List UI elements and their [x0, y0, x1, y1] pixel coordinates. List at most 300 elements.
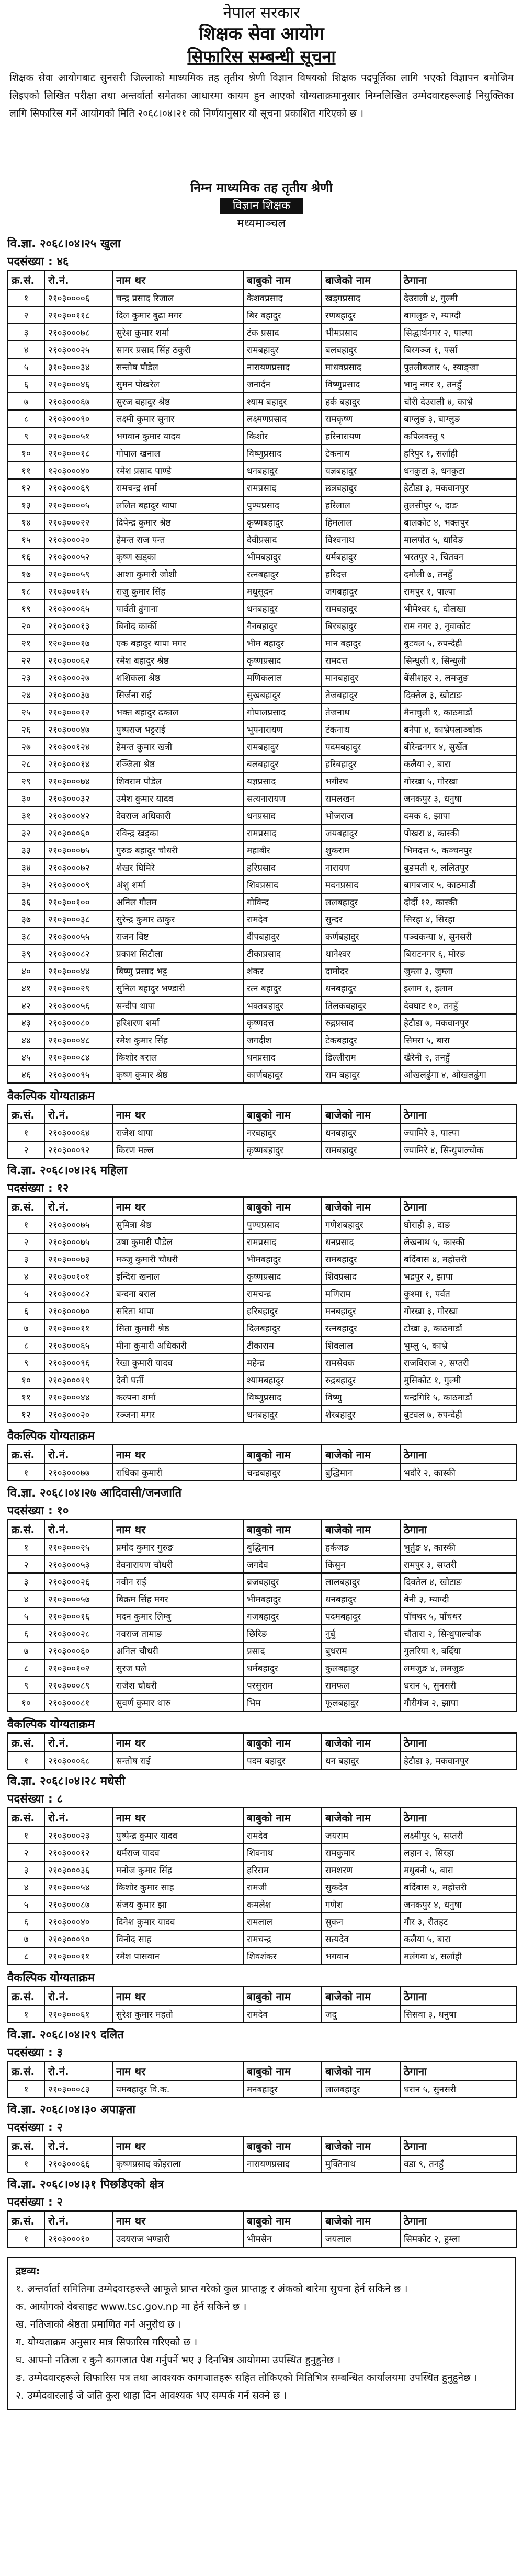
table-cell: ३५ — [8, 876, 44, 893]
table-cell: कृष्णबहादुर — [243, 514, 322, 531]
table-row — [8, 427, 516, 444]
result-sections — [7, 236, 516, 2248]
table-cell: गुरुङ बहादुर चौधरी — [112, 841, 243, 859]
table-row — [8, 997, 516, 1014]
table-cell: २१०३००१०० — [44, 893, 112, 910]
table-row — [8, 669, 516, 686]
table-cell: लमजुङ ४, लमजुङ — [400, 1659, 516, 1677]
table-cell: थानेश्वर — [322, 945, 400, 962]
table-cell: रञ्जना मगर — [112, 1406, 243, 1423]
table-row — [8, 375, 516, 393]
table-cell: यमबहादुर वि.क. — [112, 2080, 243, 2098]
column-header: क्र.सं. — [8, 1197, 44, 1216]
table-cell: टीकाराम — [243, 1337, 322, 1354]
table-cell: २१०३०००१३ — [44, 617, 112, 634]
table-cell: बीरेन्द्रनगर ४, सुर्खेत — [400, 738, 516, 755]
table-cell: २१०३००१०१ — [44, 1268, 112, 1285]
table-cell: सिता कुमारी श्रेष्ठ — [112, 1319, 243, 1337]
table-cell: २१०३०००२० — [44, 531, 112, 548]
table-cell: दमौली ७, तनहुँ — [400, 565, 516, 583]
table-cell: सिरहा ४, सिरहा — [400, 910, 516, 928]
table-row — [8, 979, 516, 997]
table-cell: २१०३०००७५ — [44, 841, 112, 859]
table-cell: २१०३०००१९ — [44, 1371, 112, 1388]
column-header: रो.नं. — [44, 1105, 112, 1124]
table-cell: ३ — [8, 1250, 44, 1268]
table-cell: रामबहादुर — [322, 600, 400, 617]
table-row — [8, 945, 516, 962]
column-header: नाम थर — [112, 1987, 243, 2005]
table-cell: ६ — [8, 375, 44, 393]
table-cell: सागर प्रसाद सिंह ठकुरी — [112, 341, 243, 358]
table-cell: नैनबहादुर — [243, 617, 322, 634]
table-cell: २१०३०००६१ — [44, 2005, 112, 2023]
table-cell: १ — [8, 2005, 44, 2023]
table-cell: धर्मबहादुर — [243, 1659, 322, 1677]
column-header: रो.नं. — [44, 1520, 112, 1538]
table-cell: पुण्यप्रसाद — [243, 496, 322, 514]
table-cell: पदम बहादुर — [243, 1752, 322, 1769]
table-row — [8, 1031, 516, 1048]
section-title: वि.ज्ञा. २०६८।०४।२८ मधेसी — [7, 1775, 126, 1788]
table-cell: भुम्लु ५, काभ्रे — [400, 1337, 516, 1354]
table-row — [8, 910, 516, 928]
table-cell: किशोर — [243, 427, 322, 444]
table-cell: ३ — [8, 1573, 44, 1590]
table-cell: सुरेश कुमार शर्मा — [112, 324, 243, 341]
table-cell: २१०३०००१२ — [44, 1844, 112, 1861]
table-cell: ९ — [8, 427, 44, 444]
table-cell: भीमबहादुर — [243, 1250, 322, 1268]
section-title: वि.ज्ञा. २०६८।०४।३१ पिछडिएको क्षेत्र — [7, 2178, 164, 2191]
table-cell: पुतलीबजार ५, स्याङ्जा — [400, 358, 516, 375]
table-cell: परसुराम — [243, 1677, 322, 1694]
table-cell: कलैया २, बारा — [400, 755, 516, 772]
table-cell: ३८ — [8, 928, 44, 945]
table-cell: विनोद साह — [112, 1930, 243, 1947]
table-cell: विष्णु — [322, 1388, 400, 1406]
table-cell: २१०३००११८ — [44, 306, 112, 324]
table-cell: धरान ५, सुनसरी — [400, 2080, 516, 2098]
table-cell: ४३ — [8, 1014, 44, 1031]
table-cell: बनेपा ४, काभ्रेपलाञ्चोक — [400, 721, 516, 738]
result-table — [7, 2061, 517, 2098]
table-cell: चन्द्र प्रसाद रिजाल — [112, 289, 243, 306]
table-cell: मञ्जु कुमारी चौधरी — [112, 1250, 243, 1268]
result-table — [7, 1519, 517, 1712]
table-cell: गजबहादुर — [243, 1608, 322, 1625]
table-cell: २१०३०००४४ — [44, 962, 112, 979]
table-cell: हर्क बहादुर — [322, 393, 400, 410]
post-count: पदसंख्या : ३ — [7, 2046, 63, 2059]
column-header: क्र.सं. — [8, 1520, 44, 1538]
table-cell: भानु नगर १, तनहुँ — [400, 375, 516, 393]
table-header-row — [8, 1105, 516, 1124]
table-cell: २१०३०००१० — [44, 2230, 112, 2247]
table-cell: ८ — [8, 1947, 44, 1965]
table-cell: २१०३०००१४ — [44, 755, 112, 772]
table-row — [8, 703, 516, 721]
column-header: बाबुको नाम — [243, 2061, 322, 2080]
table-cell: २१०३०००२३ — [44, 1827, 112, 1844]
table-cell: गुलरिया १, बर्दिया — [400, 1642, 516, 1659]
table-row — [8, 686, 516, 703]
note-line: ग. योग्यताक्रम अनुसार मात्र सिफारिस गरिएको छ । — [16, 2336, 198, 2348]
table-cell: पञ्चकन्या ४, सुनसरी — [400, 928, 516, 945]
table-cell: कपिलवस्तु ९ — [400, 427, 516, 444]
note-line: घ. आफ्नो नतिजा र कुनै कागजात पेश गर्नुपर्ने भए ३ दिनभित्र आयोगमा उपस्थित हुनुहुनेछ । — [16, 2354, 341, 2366]
table-cell: २१०३०००२५ — [44, 1538, 112, 1556]
table-cell: शिवप्रसाद — [243, 876, 322, 893]
table-cell: चन्द्रबहादुर — [243, 1464, 322, 1481]
table-cell: रामलखन — [322, 790, 400, 807]
table-cell: भगीरथ — [322, 772, 400, 790]
table-row — [8, 306, 516, 324]
table-cell: २५ — [8, 703, 44, 721]
alternate-list-title: वैकल्पिक योग्यताक्रम — [7, 1090, 95, 1103]
table-cell: ४६ — [8, 1066, 44, 1083]
table-cell: २१०३०००३७ — [44, 686, 112, 703]
table-cell: २१०३०००५३ — [44, 1556, 112, 1573]
table-cell: विष्णुप्रसाद — [243, 444, 322, 462]
table-cell: कल्पना शर्मा — [112, 1388, 243, 1406]
table-cell: २१०३०००७७ — [44, 1464, 112, 1481]
table-cell: देवी घर्ती — [112, 1371, 243, 1388]
table-cell: सुखबहादुर — [243, 686, 322, 703]
table-cell: कमलेश — [243, 1896, 322, 1913]
table-cell: २१०३००१०२ — [44, 1659, 112, 1677]
table-row — [8, 289, 516, 306]
table-row — [8, 1844, 516, 1861]
table-cell: २१०३०००८४ — [44, 1048, 112, 1066]
table-cell: ५ — [8, 1608, 44, 1625]
table-cell: २७ — [8, 738, 44, 755]
table-cell: भद्रपुर २, झापा — [400, 1268, 516, 1285]
column-header: नाम थर — [112, 2136, 243, 2155]
table-cell: २१०३०००२८ — [44, 1625, 112, 1642]
table-cell: रमेश कुमार सिंह — [112, 1031, 243, 1048]
table-cell: मैनाचुली १, काठमाडौं — [400, 703, 516, 721]
column-header: बाबुको नाम — [243, 1808, 322, 1827]
table-cell: गोपाल खनाल — [112, 444, 243, 462]
table-cell: १९ — [8, 600, 44, 617]
table-cell: हरिराम — [243, 1861, 322, 1878]
table-cell: छत्रबहादुर — [322, 479, 400, 496]
table-cell: मदन कुमार लिम्बु — [112, 1608, 243, 1625]
table-cell: ललबहादुर — [322, 893, 400, 910]
result-table — [7, 1807, 517, 1965]
table-header-row — [8, 1808, 516, 1827]
column-header: क्र.सं. — [8, 1733, 44, 1752]
table-cell: दिलबहादुर — [243, 1319, 322, 1337]
table-cell: सत्यनारायण — [243, 790, 322, 807]
table-cell: बिष्णु प्रसाद भट्ट — [112, 962, 243, 979]
table-row — [8, 1319, 516, 1337]
table-cell: ३४ — [8, 859, 44, 876]
alternate-table — [7, 1732, 517, 1770]
column-header: ठेगाना — [400, 2211, 516, 2230]
table-cell: २१०३०००५५ — [44, 928, 112, 945]
table-cell: सत्यदेव — [322, 1930, 400, 1947]
table-header-row — [8, 2211, 516, 2230]
table-cell: हरिबहादुर — [243, 1302, 322, 1319]
column-header: बाजेको नाम — [322, 1445, 400, 1464]
table-cell: २१०३०००२९ — [44, 979, 112, 997]
table-cell: प्रमोद कुमार गुरुङ — [112, 1538, 243, 1556]
table-cell: २१०३०००९६ — [44, 1354, 112, 1371]
column-header: नाम थर — [112, 1520, 243, 1538]
table-cell: खड्गप्रसाद — [322, 289, 400, 306]
table-cell: रमेश प्रसाद पाण्डे — [112, 462, 243, 479]
table-cell: २२ — [8, 652, 44, 669]
table-cell: श्यामबहादुर — [243, 1371, 322, 1388]
column-header: बाजेको नाम — [322, 2136, 400, 2155]
table-cell: मणिराम — [322, 1285, 400, 1302]
table-cell: २१०३०००३६ — [44, 1861, 112, 1878]
table-cell: कलैया ५, बारा — [400, 1930, 516, 1947]
table-cell: २१०३०००२२ — [44, 514, 112, 531]
table-cell: ३ — [8, 324, 44, 341]
table-cell: १२ — [8, 1406, 44, 1423]
table-cell: रणबहादुर — [322, 306, 400, 324]
table-cell: रामदेव — [243, 910, 322, 928]
table-cell: २१०३०००५९ — [44, 565, 112, 583]
table-cell: २१०३००००६ — [44, 289, 112, 306]
table-cell: हरिनारायण — [322, 427, 400, 444]
table-cell: शिवराम पौडेल — [112, 772, 243, 790]
table-cell: दिक्तेल ३, खोटाङ — [400, 686, 516, 703]
table-row — [8, 652, 516, 669]
table-header-row — [8, 1445, 516, 1464]
table-cell: २१०३०००११ — [44, 1947, 112, 1965]
table-row — [8, 1337, 516, 1354]
table-cell: संजय कुमार झा — [112, 1896, 243, 1913]
table-cell: धनबहादुर — [243, 462, 322, 479]
notice-page — [7, 0, 516, 2410]
table-cell: १६ — [8, 548, 44, 565]
table-cell: रामजी — [243, 1878, 322, 1896]
table-cell: महेन्द्र — [243, 1354, 322, 1371]
table-cell: रामचन्द्र शर्मा — [112, 479, 243, 496]
table-cell: २४ — [8, 686, 44, 703]
table-cell: २१०३०००९५ — [44, 1066, 112, 1083]
table-cell: १ — [8, 2230, 44, 2247]
table-cell: बन्दना बराल — [112, 1285, 243, 1302]
table-cell: राधिका कुमारी — [112, 1464, 243, 1481]
table-cell: ४४ — [8, 1031, 44, 1048]
column-header: बाजेको नाम — [322, 1105, 400, 1124]
table-cell: सुकदेव — [322, 1878, 400, 1896]
table-cell: पुष्पराज भट्टराई — [112, 721, 243, 738]
table-row — [8, 807, 516, 824]
table-row — [8, 1268, 516, 1285]
result-table — [7, 2210, 517, 2248]
table-cell: ३६ — [8, 893, 44, 910]
column-header: क्र.सं. — [8, 1987, 44, 2005]
table-cell: जयराम — [322, 1827, 400, 1844]
column-header: नाम थर — [112, 1808, 243, 1827]
table-cell: सुरज घले — [112, 1659, 243, 1677]
column-header: ठेगाना — [400, 1445, 516, 1464]
table-cell: २१०३०००६५ — [44, 1337, 112, 1354]
table-cell: २६ — [8, 721, 44, 738]
table-cell: दिक्तेल ४, खोटाङ — [400, 1573, 516, 1590]
table-cell: हिमलाल — [322, 514, 400, 531]
table-cell: देवराज अधिकारी — [112, 807, 243, 824]
table-cell: महाबीर — [243, 841, 322, 859]
table-cell: भदौरे २, कास्की — [400, 1464, 516, 1481]
table-row — [8, 634, 516, 652]
column-header: ठेगाना — [400, 1808, 516, 1827]
table-row — [8, 1752, 516, 1769]
table-cell: शिवलाल — [322, 1337, 400, 1354]
table-cell: ३३ — [8, 841, 44, 859]
table-cell: ३७ — [8, 910, 44, 928]
table-cell: डिल्लीराम — [322, 1048, 400, 1066]
table-row — [8, 548, 516, 565]
table-cell: २१०३०००४२ — [44, 807, 112, 824]
table-cell: धन बहादुर — [322, 1752, 400, 1769]
table-cell: रामदेव — [243, 1827, 322, 1844]
table-cell: बेनी ३, म्याग्दी — [400, 1590, 516, 1608]
table-cell: १० — [8, 1694, 44, 1711]
column-header: नाम थर — [112, 270, 243, 289]
table-row — [8, 1694, 516, 1711]
table-cell: गोपालप्रसाद — [243, 703, 322, 721]
table-cell: यज्ञबहादुर — [322, 462, 400, 479]
table-cell: भुर्तुङ ४, कास्की — [400, 1538, 516, 1556]
table-cell: २१०३०००५४ — [44, 1878, 112, 1896]
table-cell: कृष्णदत्त — [243, 1014, 322, 1031]
table-cell: १२०३०००४० — [44, 462, 112, 479]
table-cell: मनोज कुमार सिंह — [112, 1861, 243, 1878]
table-row — [8, 1285, 516, 1302]
table-cell: भोजराज — [322, 807, 400, 824]
table-row — [8, 1014, 516, 1031]
table-cell: बर्दिबास २, महोत्तरी — [400, 1878, 516, 1896]
table-cell: ११ — [8, 1388, 44, 1406]
table-row — [8, 1677, 516, 1694]
table-cell: राजु कुमार सिंह — [112, 583, 243, 600]
table-cell: २१०३०००७० — [44, 1302, 112, 1319]
table-cell: प्रकाश सिटौला — [112, 945, 243, 962]
table-cell: रामप्रसाद — [243, 1233, 322, 1250]
table-cell: २१०३०००७५ — [44, 1216, 112, 1233]
table-cell: १७ — [8, 565, 44, 583]
table-cell: ब्रजबहादुर — [243, 1573, 322, 1590]
table-cell: इलाम १, इलाम — [400, 979, 516, 997]
table-cell: सन्तोष पौडेल — [112, 358, 243, 375]
table-cell: भीमबहादुर — [243, 1590, 322, 1608]
table-cell: सिद्धार्थनगर २, पाल्पा — [400, 324, 516, 341]
table-cell: कृष्णप्रसाद — [243, 652, 322, 669]
column-header: रो.नं. — [44, 2211, 112, 2230]
table-cell: कृष्णबहादुर — [243, 1141, 322, 1158]
table-cell: रामबहादुर — [243, 738, 322, 755]
table-row — [8, 1388, 516, 1406]
table-cell: धर्मबहादुर — [322, 548, 400, 565]
table-cell: बेंसीशहर २, लमजुङ — [400, 669, 516, 686]
table-cell: २१०३०००८० — [44, 1014, 112, 1031]
table-cell: बिक्रम सिंह मगर — [112, 1590, 243, 1608]
table-cell: १ — [8, 1464, 44, 1481]
table-cell: सुकन — [322, 1913, 400, 1930]
table-cell: धरान ५, सुनसरी — [400, 1677, 516, 1694]
table-cell: रुद्रबहादुर — [322, 1371, 400, 1388]
table-cell: २१०३००००५ — [44, 496, 112, 514]
table-cell: रमेश पासवान — [112, 1947, 243, 1965]
table-cell: चौतारा २, सिन्धुपाल्चोक — [400, 1625, 516, 1642]
table-cell: ११ — [8, 462, 44, 479]
table-cell: ज्यामिरे ३, पाल्पा — [400, 1124, 516, 1141]
result-table — [7, 2136, 517, 2173]
table-cell: लहान २, सिरहा — [400, 1844, 516, 1861]
column-header: क्र.सं. — [8, 2061, 44, 2080]
table-cell: फूलबहादुर — [322, 1694, 400, 1711]
table-cell: २ — [8, 1141, 44, 1158]
table-cell: धनबहादुर — [322, 979, 400, 997]
table-cell: २१०३०००४७ — [44, 721, 112, 738]
level-heading: निम्न माध्यमिक तह तृतीय श्रेणी — [190, 180, 333, 195]
table-cell: नारायणप्रसाद — [243, 358, 322, 375]
table-cell: ७ — [8, 1930, 44, 1947]
table-cell: रुद्रप्रसाद — [322, 1014, 400, 1031]
table-cell: २१०३०००२५ — [44, 341, 112, 358]
table-row — [8, 600, 516, 617]
table-cell: २१०३०००२७ — [44, 669, 112, 686]
column-header: ठेगाना — [400, 2136, 516, 2155]
table-header-row — [8, 1520, 516, 1538]
table-cell: मालपोत ५, धादिङ — [400, 531, 516, 548]
commission-name: शिक्षक सेवा आयोग — [199, 24, 324, 44]
column-header: ठेगाना — [400, 2061, 516, 2080]
table-cell: लालबहादुर — [322, 1573, 400, 1590]
table-cell: ९ — [8, 1354, 44, 1371]
table-cell: रामपुर १, पाल्पा — [400, 583, 516, 600]
column-header: बाबुको नाम — [243, 2211, 322, 2230]
table-cell: २१ — [8, 634, 44, 652]
table-row — [8, 1302, 516, 1319]
table-cell: दोर्दी १२, कास्की — [400, 893, 516, 910]
table-cell: खैरेनी २, तनहुँ — [400, 1048, 516, 1066]
alternate-list-title: वैकल्पिक योग्यताक्रम — [7, 1430, 95, 1443]
table-cell: रमेश बहादुर श्रेष्ठ — [112, 652, 243, 669]
table-row — [8, 772, 516, 790]
table-cell: १५ — [8, 531, 44, 548]
table-row — [8, 928, 516, 945]
alternate-table — [7, 1444, 517, 1481]
government-name: नेपाल सरकार — [223, 4, 300, 22]
table-row — [8, 841, 516, 859]
table-cell: चन्द्रगिरि ५, काठमाडौं — [400, 1388, 516, 1406]
post-count: पदसंख्या : ४६ — [7, 255, 69, 268]
column-header: नाम थर — [112, 1197, 243, 1216]
table-cell: माधवप्रसाद — [322, 358, 400, 375]
table-row — [8, 1861, 516, 1878]
table-header-row — [8, 270, 516, 289]
table-cell: १ — [8, 1538, 44, 1556]
table-cell: ओखलढुंगा ४, ओखलढुंगा — [400, 1066, 516, 1083]
table-cell: रविन्द्र खड्का — [112, 824, 243, 841]
table-cell: हरिदत्त — [322, 565, 400, 583]
column-header: नाम थर — [112, 2211, 243, 2230]
result-table — [7, 1196, 517, 1423]
table-cell: हरिबहादुर — [322, 755, 400, 772]
table-cell: रामबहादुर — [243, 341, 322, 358]
table-cell: गौर ३, रौतहट — [400, 1913, 516, 1930]
table-cell: कृष्णप्रसाद कोइराला — [112, 2155, 243, 2172]
column-header: ठेगाना — [400, 1987, 516, 2005]
